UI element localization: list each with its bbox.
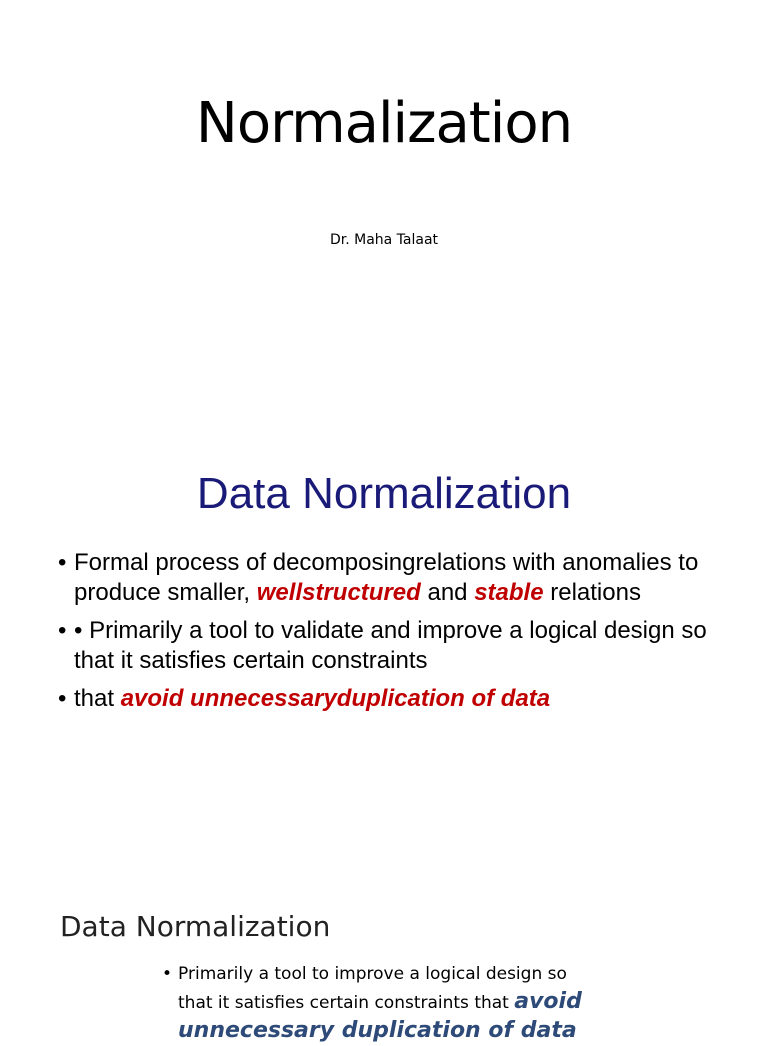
bullet-text: Primarily a tool to improve a logical design so <box>178 964 567 984</box>
bullet-list <box>58 548 738 722</box>
slide-title <box>0 0 768 420</box>
bullet-icon: • <box>58 685 67 712</box>
bullet-icon: • <box>162 964 173 984</box>
bullet-text: Formal process of decomposingrelations with anomalies to produce smaller, <box>74 549 699 606</box>
author-name: Dr. Maha Talaat <box>329 232 439 248</box>
bullet-item <box>58 684 738 714</box>
bullet-icon: • <box>58 549 67 576</box>
slide-heading: Data Normalization <box>60 910 331 943</box>
bullet-item <box>162 960 632 1046</box>
bullet-item <box>58 616 738 676</box>
bullet-item <box>58 548 738 608</box>
bullet-text: that <box>74 685 121 712</box>
bullet-text: • Primarily a tool to validate and improve a logical design so that it satisfies certain constraints <box>74 617 707 674</box>
emphasis-text: avoid unnecessaryduplication of data <box>120 685 551 712</box>
presentation-title: Normalization <box>195 91 573 156</box>
slide-data-normalization <box>0 420 768 850</box>
bullet-text: and <box>420 579 475 606</box>
bullet-text: relations <box>543 579 641 606</box>
bullet-text: that it satisfies certain constraints that <box>178 993 515 1013</box>
emphasis-text: avoid <box>514 989 582 1014</box>
slide-data-normalization-2 <box>0 850 768 1043</box>
emphasis-text: wellstructured <box>256 579 421 606</box>
bullet-icon: • <box>58 617 67 644</box>
slide-heading: Data Normalization <box>196 469 572 518</box>
emphasis-text: unnecessary duplication of data <box>178 1018 577 1043</box>
emphasis-text: stable <box>474 579 544 606</box>
